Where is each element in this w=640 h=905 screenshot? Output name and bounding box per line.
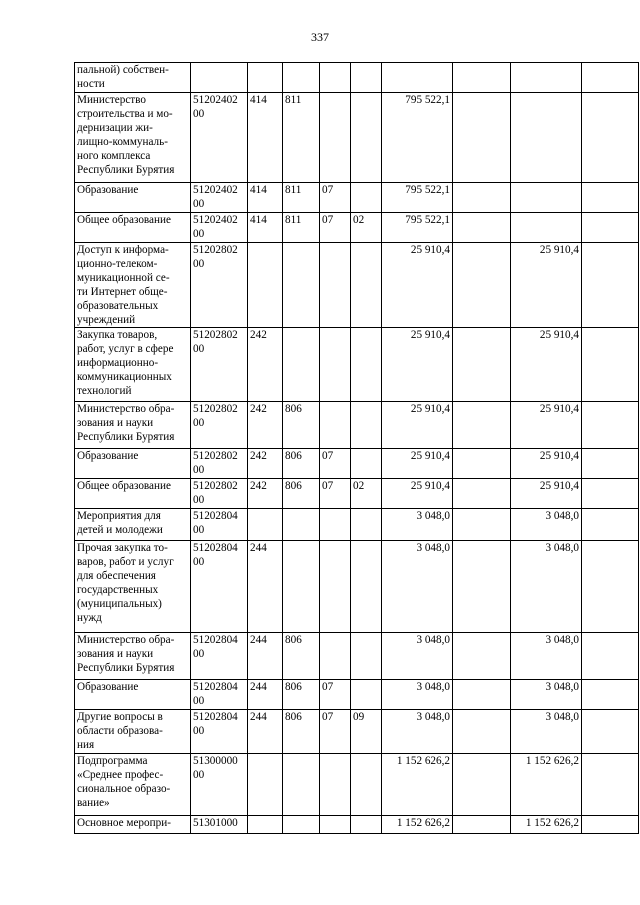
cell-sum-4 <box>582 213 639 243</box>
cell-sum-3: 25 910,4 <box>511 402 582 449</box>
cell-vr: 414 <box>248 93 283 183</box>
cell-name: Министерство обра- зования и науки Республики Бурятия <box>75 402 191 449</box>
cell-rz <box>320 541 351 633</box>
cell-code <box>191 816 248 834</box>
table-row <box>75 710 639 754</box>
code-line-2: 00 <box>193 695 205 707</box>
cell-name: Образование <box>75 183 191 213</box>
table-row <box>75 213 639 243</box>
cell-gr <box>283 541 320 633</box>
code-line-1: 51202804 <box>193 711 238 723</box>
table-row <box>75 680 639 710</box>
cell-sum-2 <box>453 93 511 183</box>
cell-vr: 414 <box>248 183 283 213</box>
table-row <box>75 816 639 834</box>
cell-sum-4 <box>582 816 639 834</box>
cell-pr <box>351 754 382 816</box>
cell-sum-1: 25 910,4 <box>382 402 453 449</box>
cell-rz <box>320 633 351 680</box>
cell-gr <box>283 63 320 93</box>
cell-gr: 811 <box>283 213 320 243</box>
cell-sum-3: 25 910,4 <box>511 328 582 402</box>
cell-code <box>191 63 248 93</box>
code-line-2: 00 <box>193 769 205 781</box>
cell-gr <box>283 243 320 328</box>
cell-pr: 09 <box>351 710 382 754</box>
cell-name: Другие вопросы в области образова- ния <box>75 710 191 754</box>
cell-gr <box>283 816 320 834</box>
cell-sum-3 <box>511 213 582 243</box>
cell-code <box>191 213 248 243</box>
cell-code <box>191 93 248 183</box>
cell-vr: 244 <box>248 633 283 680</box>
cell-sum-1: 25 910,4 <box>382 243 453 328</box>
cell-sum-1: 795 522,1 <box>382 183 453 213</box>
cell-sum-1: 3 048,0 <box>382 680 453 710</box>
cell-vr <box>248 816 283 834</box>
code-line-2: 00 <box>193 228 205 240</box>
cell-gr: 811 <box>283 93 320 183</box>
cell-code <box>191 710 248 754</box>
cell-name: пальной) собствен- ности <box>75 63 191 93</box>
cell-vr <box>248 754 283 816</box>
cell-sum-4 <box>582 680 639 710</box>
cell-sum-2 <box>453 509 511 541</box>
cell-rz <box>320 754 351 816</box>
cell-sum-2 <box>453 710 511 754</box>
cell-sum-3 <box>511 183 582 213</box>
cell-name: Подпрограмма «Среднее профес- сиональное образо- вание» <box>75 754 191 816</box>
code-line-2: 00 <box>193 258 205 270</box>
cell-sum-4 <box>582 328 639 402</box>
cell-gr: 806 <box>283 449 320 479</box>
cell-sum-3: 1 152 626,2 <box>511 816 582 834</box>
cell-pr <box>351 680 382 710</box>
code-line-1: 51202802 <box>193 480 238 492</box>
cell-vr <box>248 63 283 93</box>
code-line-2: 00 <box>193 648 205 660</box>
code-line-1: 51202804 <box>193 681 238 693</box>
cell-sum-4 <box>582 93 639 183</box>
cell-name: Министерство строительства и мо- дернизации жи- лищно-коммуналь- ного комплекса Республики Бурятия <box>75 93 191 183</box>
cell-rz <box>320 243 351 328</box>
cell-sum-4 <box>582 183 639 213</box>
cell-sum-4 <box>582 243 639 328</box>
cell-pr: 02 <box>351 213 382 243</box>
table-row <box>75 754 639 816</box>
code-line-1: 51202402 <box>193 184 238 196</box>
code-line-2: 00 <box>193 417 205 429</box>
cell-vr: 242 <box>248 479 283 509</box>
cell-gr: 811 <box>283 183 320 213</box>
cell-name: Закупка товаров, работ, услуг в сфере информационно- коммуникационных технологий <box>75 328 191 402</box>
cell-pr: 02 <box>351 479 382 509</box>
cell-vr: 242 <box>248 402 283 449</box>
cell-sum-2 <box>453 816 511 834</box>
cell-sum-1: 3 048,0 <box>382 509 453 541</box>
table-row <box>75 243 639 328</box>
cell-vr: 244 <box>248 710 283 754</box>
cell-sum-1: 25 910,4 <box>382 328 453 402</box>
code-line-1: 51301000 <box>193 817 238 829</box>
cell-rz: 07 <box>320 449 351 479</box>
cell-rz <box>320 816 351 834</box>
cell-sum-2 <box>453 479 511 509</box>
table-row <box>75 63 639 93</box>
cell-sum-3: 3 048,0 <box>511 680 582 710</box>
cell-code <box>191 449 248 479</box>
cell-rz <box>320 328 351 402</box>
cell-rz <box>320 402 351 449</box>
cell-rz: 07 <box>320 479 351 509</box>
cell-name: Министерство обра- зования и науки Республики Бурятия <box>75 633 191 680</box>
cell-sum-3: 25 910,4 <box>511 243 582 328</box>
cell-sum-2 <box>453 243 511 328</box>
cell-pr <box>351 449 382 479</box>
table-row <box>75 449 639 479</box>
cell-sum-3 <box>511 93 582 183</box>
cell-sum-4 <box>582 754 639 816</box>
code-line-1: 51202802 <box>193 244 238 256</box>
cell-gr: 806 <box>283 633 320 680</box>
cell-rz <box>320 93 351 183</box>
table-row <box>75 633 639 680</box>
cell-gr <box>283 509 320 541</box>
cell-code <box>191 479 248 509</box>
table-row <box>75 479 639 509</box>
cell-code <box>191 328 248 402</box>
cell-code <box>191 754 248 816</box>
cell-vr: 414 <box>248 213 283 243</box>
cell-gr: 806 <box>283 479 320 509</box>
cell-pr <box>351 402 382 449</box>
cell-rz <box>320 509 351 541</box>
cell-sum-2 <box>453 63 511 93</box>
cell-vr: 244 <box>248 680 283 710</box>
table-row <box>75 93 639 183</box>
cell-code <box>191 509 248 541</box>
cell-name: Общее образование <box>75 479 191 509</box>
cell-rz: 07 <box>320 680 351 710</box>
cell-gr: 806 <box>283 710 320 754</box>
cell-pr <box>351 183 382 213</box>
budget-table <box>74 62 639 834</box>
code-line-1: 51202402 <box>193 94 238 106</box>
table-row <box>75 509 639 541</box>
cell-vr: 242 <box>248 449 283 479</box>
cell-pr <box>351 243 382 328</box>
cell-pr <box>351 63 382 93</box>
cell-sum-3 <box>511 63 582 93</box>
cell-sum-1: 25 910,4 <box>382 479 453 509</box>
code-line-2: 00 <box>193 343 205 355</box>
code-line-2: 00 <box>193 494 205 506</box>
cell-vr <box>248 243 283 328</box>
cell-sum-4 <box>582 449 639 479</box>
cell-pr <box>351 509 382 541</box>
code-line-1: 51202402 <box>193 214 238 226</box>
cell-pr <box>351 328 382 402</box>
cell-code <box>191 402 248 449</box>
table-row <box>75 402 639 449</box>
cell-code <box>191 243 248 328</box>
code-line-1: 51202804 <box>193 510 238 522</box>
cell-sum-1 <box>382 63 453 93</box>
code-line-2: 00 <box>193 108 205 120</box>
cell-sum-3: 3 048,0 <box>511 509 582 541</box>
cell-pr <box>351 541 382 633</box>
code-line-1: 51202802 <box>193 329 238 341</box>
cell-code <box>191 680 248 710</box>
cell-vr: 244 <box>248 541 283 633</box>
cell-sum-1: 3 048,0 <box>382 710 453 754</box>
cell-sum-4 <box>582 633 639 680</box>
code-line-2: 00 <box>193 725 205 737</box>
cell-name: Образование <box>75 449 191 479</box>
cell-code <box>191 183 248 213</box>
cell-sum-3: 3 048,0 <box>511 541 582 633</box>
cell-sum-3: 25 910,4 <box>511 479 582 509</box>
cell-name: Общее образование <box>75 213 191 243</box>
cell-sum-2 <box>453 680 511 710</box>
cell-sum-2 <box>453 328 511 402</box>
code-line-2: 00 <box>193 464 205 476</box>
code-line-1: 51202804 <box>193 634 238 646</box>
cell-sum-3: 3 048,0 <box>511 710 582 754</box>
cell-sum-1: 3 048,0 <box>382 633 453 680</box>
cell-sum-4 <box>582 479 639 509</box>
cell-sum-2 <box>453 633 511 680</box>
cell-gr <box>283 754 320 816</box>
cell-rz: 07 <box>320 213 351 243</box>
code-line-1: 51202804 <box>193 542 238 554</box>
cell-sum-4 <box>582 509 639 541</box>
cell-pr <box>351 93 382 183</box>
cell-vr: 242 <box>248 328 283 402</box>
cell-gr: 806 <box>283 402 320 449</box>
cell-pr <box>351 633 382 680</box>
cell-code <box>191 541 248 633</box>
cell-sum-2 <box>453 754 511 816</box>
cell-name: Прочая закупка то- варов, работ и услуг для обеспечения государственных (муниципальных) нужд <box>75 541 191 633</box>
table-row <box>75 541 639 633</box>
cell-name: Образование <box>75 680 191 710</box>
cell-pr <box>351 816 382 834</box>
cell-rz: 07 <box>320 183 351 213</box>
cell-name: Мероприятия для детей и молодежи <box>75 509 191 541</box>
cell-sum-4 <box>582 63 639 93</box>
code-line-1: 51202802 <box>193 450 238 462</box>
cell-sum-1: 1 152 626,2 <box>382 816 453 834</box>
cell-code <box>191 633 248 680</box>
code-line-1: 51300000 <box>193 755 238 767</box>
cell-sum-2 <box>453 402 511 449</box>
code-line-2: 00 <box>193 198 205 210</box>
code-line-2: 00 <box>193 524 205 536</box>
cell-gr <box>283 328 320 402</box>
cell-sum-3: 3 048,0 <box>511 633 582 680</box>
cell-rz <box>320 63 351 93</box>
code-line-1: 51202802 <box>193 403 238 415</box>
cell-sum-3: 25 910,4 <box>511 449 582 479</box>
cell-sum-2 <box>453 213 511 243</box>
cell-name: Основное меропри- <box>75 816 191 834</box>
cell-sum-1: 795 522,1 <box>382 93 453 183</box>
cell-sum-1: 3 048,0 <box>382 541 453 633</box>
cell-vr <box>248 509 283 541</box>
code-line-2: 00 <box>193 556 205 568</box>
cell-sum-2 <box>453 449 511 479</box>
cell-sum-4 <box>582 710 639 754</box>
cell-sum-3: 1 152 626,2 <box>511 754 582 816</box>
table-body <box>75 63 639 834</box>
cell-sum-1: 25 910,4 <box>382 449 453 479</box>
cell-sum-2 <box>453 183 511 213</box>
cell-sum-1: 795 522,1 <box>382 213 453 243</box>
cell-gr: 806 <box>283 680 320 710</box>
table-row <box>75 328 639 402</box>
cell-sum-1: 1 152 626,2 <box>382 754 453 816</box>
cell-rz: 07 <box>320 710 351 754</box>
table-row <box>75 183 639 213</box>
cell-name: Доступ к информа- ционно-телеком- муникационной се- ти Интернет обще- образовательных учреждений <box>75 243 191 328</box>
cell-sum-4 <box>582 402 639 449</box>
cell-sum-4 <box>582 541 639 633</box>
cell-sum-2 <box>453 541 511 633</box>
page-number: 337 <box>311 30 329 44</box>
